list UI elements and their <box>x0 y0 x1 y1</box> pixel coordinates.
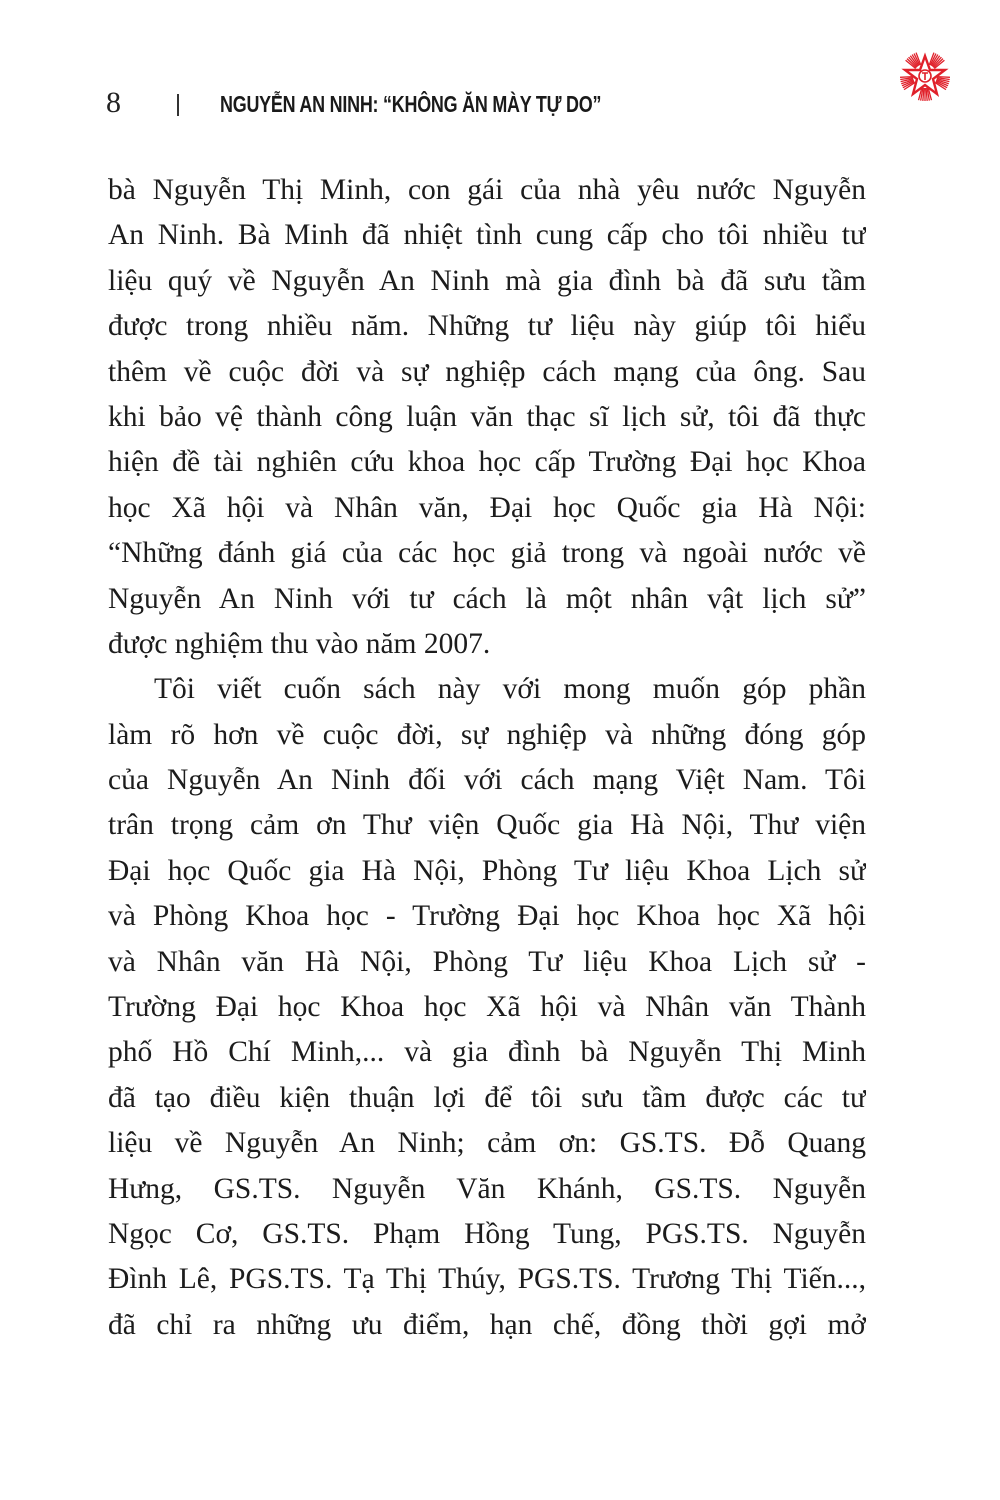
text-line: đã chỉ ra những ưu điểm, hạn chế, đồng thời gợi mở <box>108 1308 866 1341</box>
text-line: liệu về Nguyễn An Ninh; cảm ơn: GS.TS. Đỗ Quang <box>108 1127 866 1160</box>
text-line: Ngọc Cơ, GS.TS. Phạm Hồng Tung, PGS.TS. Nguyễn <box>108 1217 866 1250</box>
text-line: được trong nhiều năm. Những tư liệu này giúp tôi hiểu <box>108 310 866 343</box>
body-text <box>108 168 866 1348</box>
text-line: trân trọng cảm ơn Thư viện Quốc gia Hà Nội, Thư viện <box>108 809 866 842</box>
text-line: “Những đánh giá của các học giả trong và ngoài nước về <box>108 537 866 570</box>
text-line: khi bảo vệ thành công luận văn thạc sĩ lịch sử, tôi đã thực <box>108 400 866 433</box>
text-line: học Xã hội và Nhân văn, Đại học Quốc gia Hà Nội: <box>108 491 866 524</box>
text-line: Trường Đại học Khoa học Xã hội và Nhân văn Thành <box>108 991 866 1024</box>
logo-ray <box>900 77 913 78</box>
running-header <box>0 84 1000 124</box>
text-line: đã tạo điều kiện thuận lợi để tôi sưu tầm được các tư <box>108 1081 866 1114</box>
text-line: và Nhân văn Hà Nội, Phòng Tư liệu Khoa Lịch sử - <box>108 945 866 978</box>
page-number: 8 <box>106 86 121 119</box>
running-title: NGUYỄN AN NINH: “KHÔNG ĂN MÀY TỰ DO” <box>220 91 602 117</box>
text-line: Nguyễn An Ninh với tư cách là một nhân vật lịch sử” <box>108 582 866 615</box>
text-line: hiện đề tài nghiên cứu khoa học cấp Trường Đại học Khoa <box>108 446 866 479</box>
star-logo-icon <box>896 50 954 102</box>
text-line: Tôi viết cuốn sách này với mong muốn góp phần <box>154 673 866 706</box>
header-separator <box>177 94 179 116</box>
text-line: liệu quý về Nguyễn An Ninh mà gia đình bà đã sưu tầm <box>108 264 866 297</box>
text-line: bà Nguyễn Thị Minh, con gái của nhà yêu nước Nguyễn <box>108 174 866 206</box>
text-line: của Nguyễn An Ninh đối với cách mạng Việt Nam. Tôi <box>108 764 866 797</box>
text-line: làm rõ hơn về cuộc đời, sự nghiệp và những đóng góp <box>108 718 866 751</box>
text-line: được nghiệm thu vào năm 2007. <box>108 627 491 660</box>
publisher-logo-icon <box>896 50 954 102</box>
text-line: Đại học Quốc gia Hà Nội, Phòng Tư liệu Khoa Lịch sử <box>108 854 866 887</box>
text-line: phố Hồ Chí Minh,... và gia đình bà Nguyễn Thị Minh <box>108 1036 866 1069</box>
text-line: Hưng, GS.TS. Nguyễn Văn Khánh, GS.TS. Nguyễn <box>108 1172 866 1205</box>
text-line: và Phòng Khoa học - Trường Đại học Khoa học Xã hội <box>108 900 866 933</box>
logo-ray <box>937 77 950 78</box>
text-line: Đình Lê, PGS.TS. Tạ Thị Thúy, PGS.TS. Trương Thị Tiến..., <box>108 1263 866 1296</box>
text-line: An Ninh. Bà Minh đã nhiệt tình cung cấp cho tôi nhiều tư <box>108 219 866 252</box>
text-line: thêm về cuộc đời và sự nghiệp cách mạng của ông. Sau <box>108 355 866 388</box>
